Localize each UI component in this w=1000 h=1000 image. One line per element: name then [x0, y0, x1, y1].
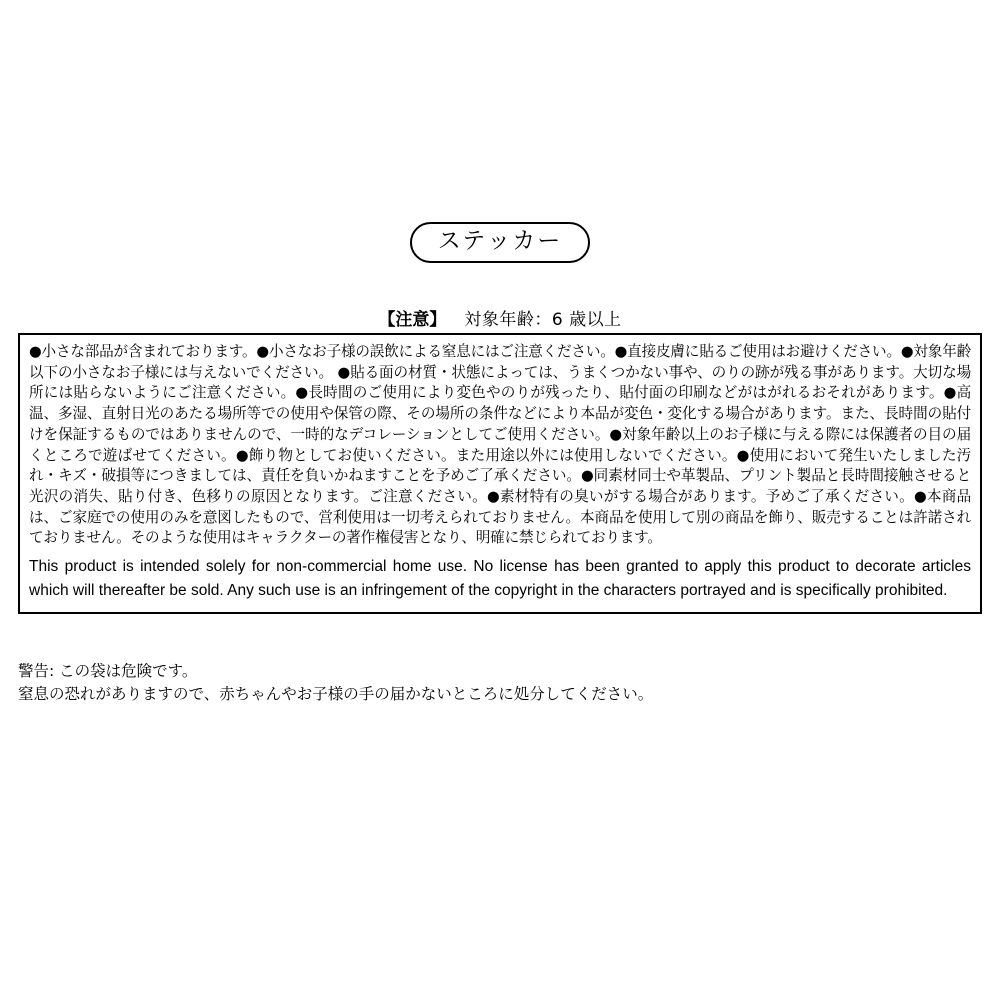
caution-age-text: 対象年齢：6 歳以上 — [464, 310, 622, 330]
caution-heading — [0, 305, 1000, 330]
notice-japanese-text: ●小さな部品が含まれております。●小さなお子様の誤飲による窒息にはご注意ください。●直接皮膚に貼るご使用はお避けください。●対象年齢以下の小さなお子様には与えないでください。 ●貼る面の材質・状態によっては、うまくつかない事や、のりの跡が残る事があります。大切な場所には貼らないようにご注意ください。●長時間のご使用により変色やのりが残ったり、貼付面の印刷などがはがれるおそれがあります。●高温、多湿、直射日光のあたる場所等での使用や保管の際、その場所の条件などにより本品が変色・変化する場合があります。また、長時間の貼付けを保証するものではありませんので、一時的なデコレーションとしてご使用ください。●対象年齢以上のお子様に与える際には保護者の目の届くところで遊ばせてください。●飾り物としてお使いください。また用途以外には使用しないでください。●使用において発生いたしました汚れ・キズ・破損等につきましては、責任を負いかねますことを予めご了承ください。●同素材同士や革製品、プリント製品と長時間接触させると光沢の消失、貼り付き、色移りの原因となります。ご注意ください。●素材特有の臭いがする場合があります。予めご了承ください。●本商品は、ご家庭での使用のみを意図したもので、営利使用は一切考えられておりません。本商品を使用して別の商品を飾り、販売することは許諾されておりません。そのような使用はキャラクターの著作権侵害となり、明確に禁じられております。 — [29, 343, 971, 547]
title-pill-container — [0, 222, 1000, 263]
page-title: ステッカー — [410, 222, 591, 263]
warning-block — [18, 660, 982, 707]
notice-box — [18, 333, 982, 614]
caution-label: 【注意】 — [378, 310, 447, 330]
warning-line-2: 窒息の恐れがありますので、赤ちゃんやお子様の手の届かないところに処分してください。 — [18, 685, 654, 704]
notice-english-text: This product is intended solely for non-commercial home use. No license has been granted to apply this product to decorate articles which will thereafter be sold. Any such use is an infringement of the copyright in the characters portrayed and is specifically prohibited. — [29, 558, 971, 600]
warning-line-1: 警告: この袋は危険です。 — [18, 662, 198, 680]
